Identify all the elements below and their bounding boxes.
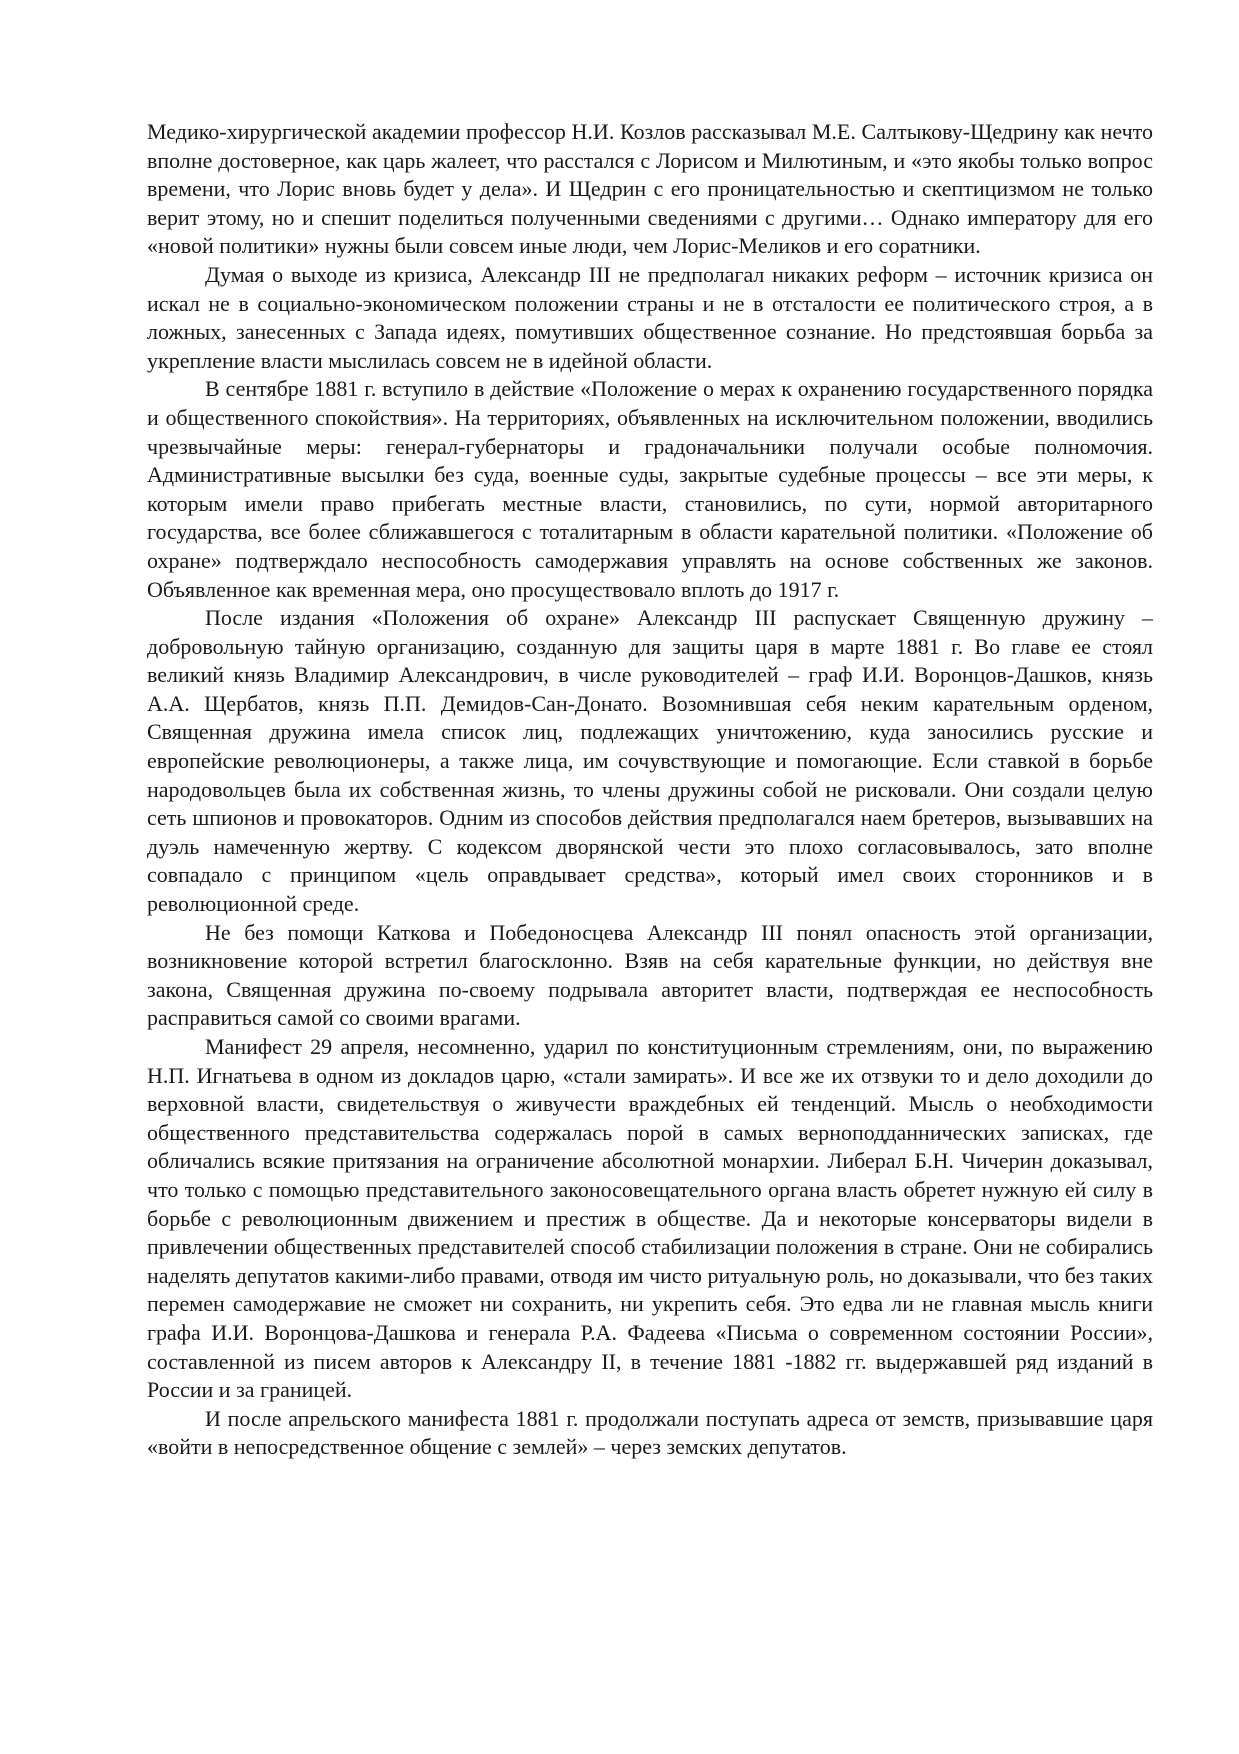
paragraph-zemstvo: И после апрельского манифеста 1881 г. продолжали поступать адреса от земств, призывавшие царя «войти в непосредственное общение с землей» – через земских депутатов. xyxy=(147,1405,1153,1460)
paragraph-crisis: Думая о выходе из кризиса, Александр III не предполагал никаких реформ – источник кризиса он искал не в социально-экономическом положении страны и не в отсталости ее политического строя, а в ложных, занесенных с Запада идеях, помутивших общественное сознание. Но предстоявшая борьба за укрепление власти мыслилась совсем не в идейной области. xyxy=(147,261,1153,373)
paragraph-manifesto: Манифест 29 апреля, несомненно, ударил по конституционным стремлениям, они, по выражению Н.П. Игнатьева в одном из докладов царю, «стали замирать». И все же их отзвуки то и дело доходили до верховной власти, свидетельствуя о живучести враждебных ей тенденций. Мысль о необходимости общественного представительства содержалась порой в самых верноподданнических записках, где обличались всякие притязания на ограничение абсолютной монархии. Либерал Б.Н. Чичерин доказывал, что только с помощью представительного законосовещательного органа власть обретет нужную ей силу в борьбе с революционным движением и престиж в обществе. Да и некоторые консерваторы видели в привлечении общественных представителей способ стабилизации положения в стране. Они не собирались наделять депутатов какими-либо правами, отводя им чисто ритуальную роль, но доказывали, что без таких перемен самодержавие не сможет ни сохранить, ни укрепить себя. Это едва ли не главная мысль книги графа И.И. Воронцова-Дашкова и генерала Р.А. Фадеева «Письма о современном состоянии России», составленной из писем авторов к Александру II, в течение 1881 -1882 гг. выдержавшей ряд изданий в России и за границей. xyxy=(147,1034,1153,1403)
paragraph-continuation: Медико-хирургической академии профессор Н.И. Козлов рассказывал М.Е. Салтыкову-Щедрину как нечто вполне достоверное, как царь жалеет, что расстался с Лорисом и Милютиным, и «это якобы только вопрос времени, что Лорис вновь будет у дела». И Щедрин с его проницательностью и скептицизмом не только верит этому, но и спешит поделиться полученными сведениями с другими… Однако императору для его «новой политики» нужны были совсем иные люди, чем Лорис-Меликов и его соратники. xyxy=(147,119,1153,259)
paragraph-katkov: Не без помощи Каткова и Победоносцева Александр III понял опасность этой организации, возникновение которой встретил благосклонно. Взяв на себя карательные функции, но действуя вне закона, Священная дружина по-своему подрывала авторитет власти, подтверждая ее неспособность расправиться самой со своими врагами. xyxy=(147,919,1153,1031)
document-page xyxy=(147,118,1153,1462)
paragraph-holy-brotherhood: После издания «Положения об охране» Александр III распускает Священную дружину – добровольную тайную организацию, созданную для защиты царя в марте 1881 г. Во главе ее стоял великий князь Владимир Александрович, в числе руководителей – граф И.И. Воронцов-Дашков, князь А.А. Щербатов, князь П.П. Демидов-Сан-Донато. Возомнившая себя неким карательным орденом, Священная дружина имела список лиц, подлежащих уничтожению, куда заносились русские и европейские революционеры, а также лица, им сочувствующие и помогающие. Если ставкой в борьбе народовольцев была их собственная жизнь, то члены дружины собой не рисковали. Они создали целую сеть шпионов и провокаторов. Одним из способов действия предполагался наем бретеров, вызывавших на дуэль намеченную жертву. С кодексом дворянской чести это плохо согласовывалось, зато вполне совпадало с принципом «цель оправдывает средства», который имел своих сторонников и в революционной среде. xyxy=(147,605,1153,917)
paragraph-regulation: В сентябре 1881 г. вступило в действие «Положение о мерах к охранению государственного порядка и общественного спокойствия». На территориях, объявленных на исключительном положении, вводились чрезвычайные меры: генерал-губернаторы и градоначальники получали особые полномочия. Административные высылки без суда, военные суды, закрытые судебные процессы – все эти меры, к которым имели право прибегать местные власти, становились, по сути, нормой авторитарного государства, все более сближавшегося с тоталитарным в области карательной политики. «Положение об охране» подтверждало неспособность самодержавия управлять на основе собственных же законов. Объявленное как временная мера, оно просуществовало вплоть до 1917 г. xyxy=(147,376,1153,602)
